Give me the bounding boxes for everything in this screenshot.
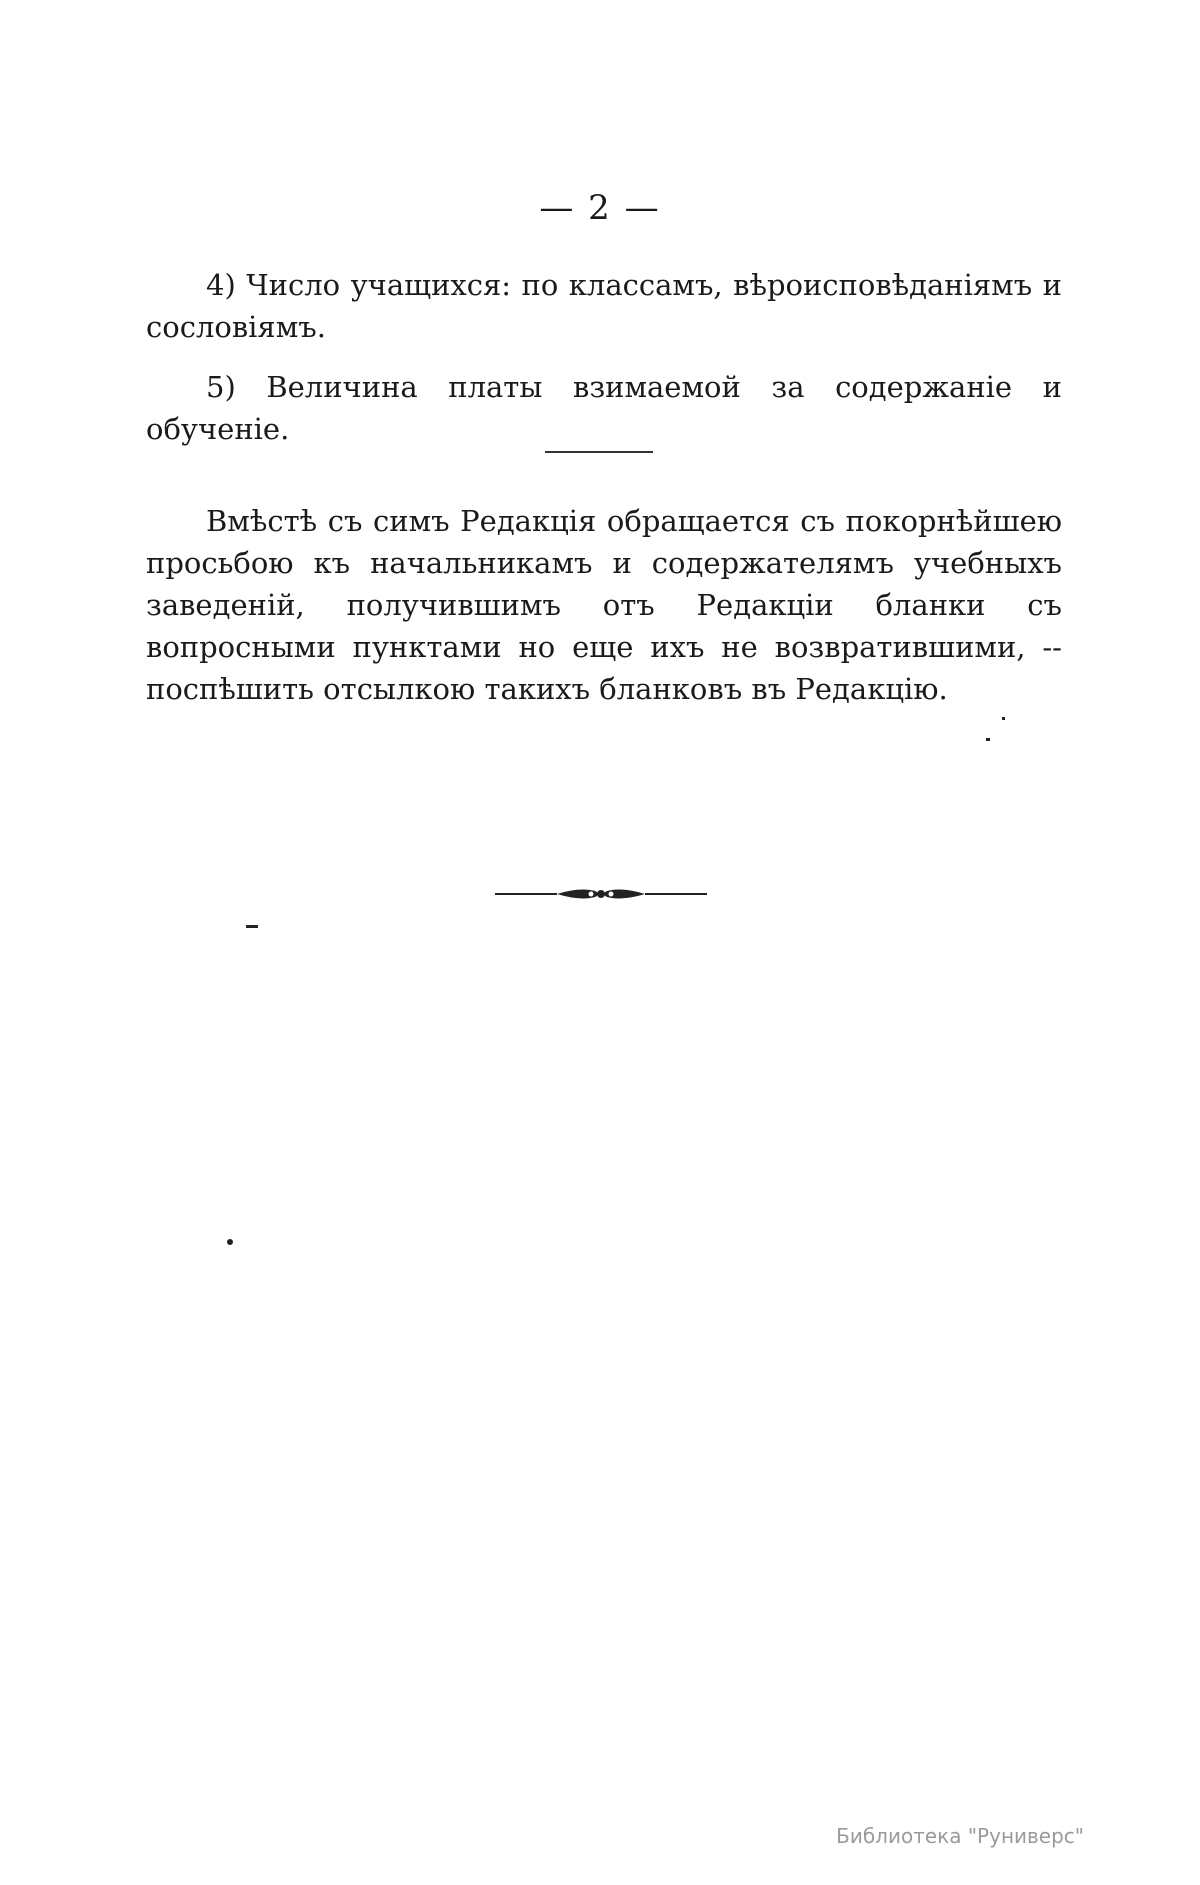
ink-speck [986,738,990,741]
section-divider [545,451,653,453]
list-item-4: 4) Число учащихся: по классамъ, вѣроисповѣданіямъ и сословіямъ. [146,268,1062,344]
ink-speck [246,925,258,928]
ink-speck [227,1239,233,1245]
ornament-divider [495,883,707,905]
closing-paragraph: Вмѣстѣ съ симъ Редакція обращается съ покорнѣйшею просьбою къ начальникамъ и содержателямъ учебныхъ заведеній, получившимъ отъ Редакціи бланки съ вопросными пунктами но еще ихъ не возвратившими, -- поспѣшить отсылкою такихъ бланковъ въ Редакцію. [146,504,1062,706]
page-number: — 2 — [539,188,661,228]
ink-speck [1002,717,1005,720]
library-watermark: Библиотека "Руниверс" [836,1824,1084,1848]
list-item-5: 5) Величина платы взимаемой за содержаніе и обученіе. [146,370,1062,446]
